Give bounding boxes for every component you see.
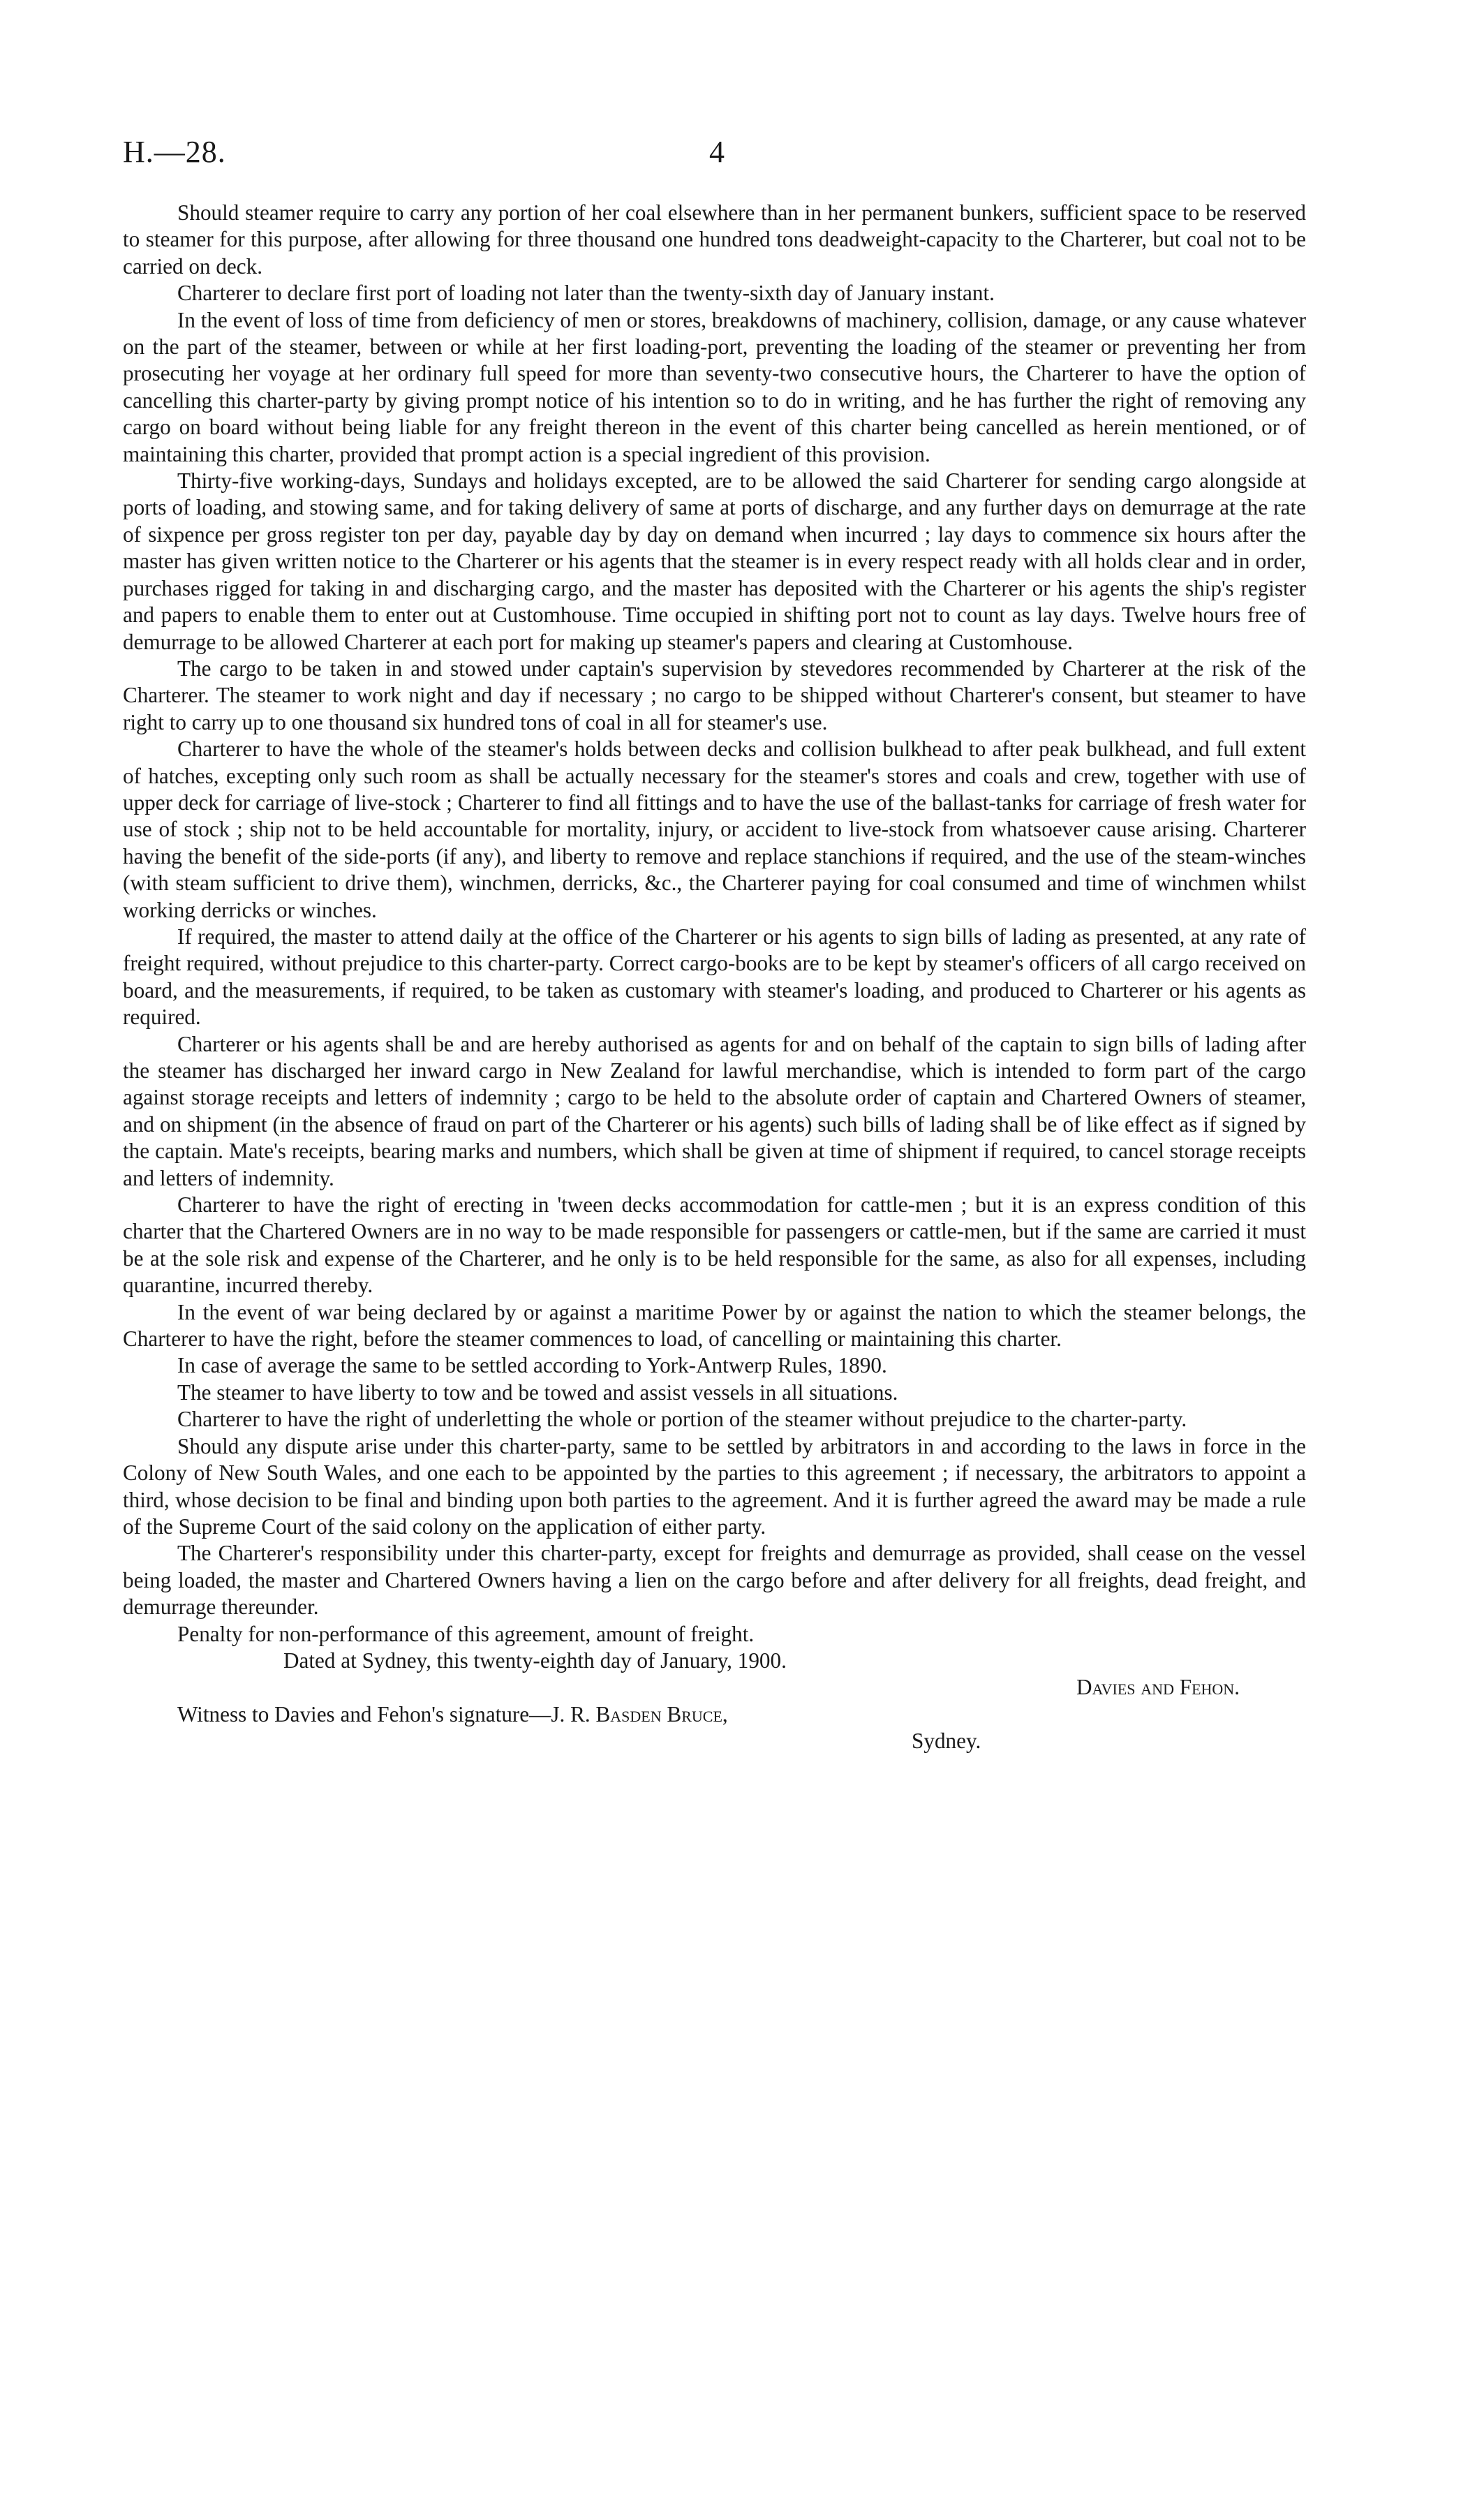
witness-name: J. R. Basden Bruce, (551, 1701, 728, 1726)
witness-place: Sydney. (912, 1729, 981, 1754)
page-header (123, 134, 1400, 176)
document-body (123, 200, 1306, 1755)
paragraph-agents-authority: Charterer or his agents shall be and are hereby authorised as agents for and on behalf of the captain to sign bills of lading after the steamer has discharged her inward cargo in New Zealand for lawful merchandise, which is intended to form part of the cargo against storage receipts and letters of indemnity ; cargo to be held to the absolute order of captain and Chartered Owners of steamer, and on shipment (in the absence of fraud on part of the Charterer or his agents) such bills of lading shall be of like effect as if signed by the captain. Mate's receipts, bearing marks and numbers, which shall be given at time of shipment if required, to cancel storage receipts and letters of indemnity. (123, 1031, 1306, 1190)
paragraph-towing: The steamer to have liberty to tow and be towed and assist vessels in all situations. (177, 1380, 898, 1405)
paragraph-cargo-stowage: The cargo to be taken in and stowed under captain's supervision by stevedores recommended by Charterer at the risk of the Charterer. The steamer to work night and day if necessary ; no cargo to be shipped without Charterer's consent, but steamer to have right to carry up to one thousand six hundred tons of coal in all for steamer's use. (123, 656, 1306, 734)
paragraph-cattle-men: Charterer to have the right of erecting in 'tween decks accommodation for cattle-men ; but it is an express condition of this charter that the Chartered Owners are in no way to be made responsible for passengers or cattle-men, but if the same are carried it must be at the sole risk and expense of the Charterer, and he only is to be held responsible for the same, as also for all expenses, including quarantine, incurred thereby. (123, 1192, 1306, 1298)
paragraph-coal-bunkers: Should steamer require to carry any portion of her coal elsewhere than in her permanent bunkers, sufficient space to be reserved to steamer for this purpose, after allowing for three thousand one hundred tons deadweight-capacity to the Charterer, but coal not to be carried on deck. (123, 200, 1306, 279)
witness-line (123, 1701, 1306, 1728)
paragraph-arbitration: Should any dispute arise under this charter-party, same to be settled by arbitrators in and according to the laws in force in the Colony of New South Wales, and one each to be appointed by the parties to this agreement ; if necessary, the arbitrators to appoint a third, whose decision to be final and binding upon both parties to the agreement. And it is further agreed the award may be made a rule of the Supreme Court of the said colony on the application of either party. (123, 1433, 1306, 1539)
paragraph-underletting: Charterer to have the right of underletting the whole or portion of the steamer without prejudice to the charter-party. (177, 1407, 1187, 1432)
paragraph-first-port: Charterer to declare first port of loading not later than the twenty-sixth day of January instant. (177, 281, 995, 306)
dated-line: Dated at Sydney, this twenty-eighth day of January, 1900. (283, 1648, 787, 1673)
paragraph-war: In the event of war being declared by or against a maritime Power by or against the nation to which the steamer belongs, the Charterer to have the right, before the steamer commences to load, of cancelling or maintaining this charter. (123, 1299, 1306, 1352)
paragraph-responsibility: The Charterer's responsibility under this charter-party, except for freights and demurrage as provided, shall cease on the vessel being loaded, the master and Chartered Owners having a lien on the cargo before and after delivery for all freights, dead freight, and demurrage thereunder. (123, 1541, 1306, 1620)
document-reference: H.—28. (123, 135, 226, 169)
paragraph-holds: Charterer to have the whole of the steamer's holds between decks and collision bulkhead to after peak bulkhead, and full extent of hatches, excepting only such room as shall be actually necessary for the steamer's stores and coals and crew, together with use of upper deck for carriage of live-stock ; Charterer to find all fittings and to have the use of the ballast-tanks for carriage of fresh water for use of stock ; ship not to be held accountable for mortality, injury, or accident to live-stock from whatsoever cause arising. Charterer having the benefit of the side-ports (if any), and liberty to remove and replace stanchions if required, and the use of the steam-winches (with steam sufficient to drive them), winchmen, derricks, &c., the Charterer paying for coal consumed and time of winchmen whilst working derricks or winches. (123, 737, 1306, 922)
page-number: 4 (709, 135, 725, 169)
signatory: Davies and Fehon. (1076, 1675, 1240, 1700)
paragraph-penalty: Penalty for non-performance of this agreement, amount of freight. (177, 1621, 755, 1646)
witness-prefix: Witness to Davies and Fehon's signature— (177, 1701, 551, 1726)
paragraph-working-days: Thirty-five working-days, Sundays and holidays excepted, are to be allowed the said Charterer for sending cargo alongside at ports of loading, and stowing same, and for taking delivery of same at ports of discharge, and any further days on demurrage at the rate of sixpence per gross register ton per day, payable day by day on demand when incurred ; lay days to commence six hours after the master has given written notice to the Charterer or his agents that the steamer is in every respect ready with all holds clear and in order, purchases rigged for taking in and discharging cargo, and the master has deposited with the Charterer or his agents the ship's register and papers to enable them to enter out at Customhouse. Time occupied in shifting port not to count as lay days. Twelve hours free of demurrage to be allowed Charterer at each port for making up steamer's papers and clearing at Customhouse. (123, 468, 1306, 654)
paragraph-average: In case of average the same to be settled according to York-Antwerp Rules, 1890. (177, 1353, 887, 1378)
paragraph-bills-of-lading: If required, the master to attend daily at the office of the Charterer or his agents to sign bills of lading as presented, at any rate of freight required, without prejudice to this charter-party. Correct cargo-books are to be kept by steamer's officers of all cargo received on board, and the measurements, if required, to be taken as customary with steamer's loading, and produced to Charterer or his agents as required. (123, 924, 1306, 1030)
paragraph-loss-of-time: In the event of loss of time from deficiency of men or stores, breakdowns of machinery, collision, damage, or any cause whatever on the part of the steamer, between or while at her first loading-port, preventing the loading of the steamer or preventing her from prosecuting her voyage at her ordinary full speed for more than seventy-two consecutive hours, the Charterer to have the option of cancelling this charter-party by giving prompt notice of his intention so to do in writing, and he has further the right of removing any cargo on board without being liable for any freight thereon in the event of this charter being cancelled as herein mentioned, or of maintaining this charter, provided that prompt action is a special ingredient of this provision. (123, 307, 1306, 466)
